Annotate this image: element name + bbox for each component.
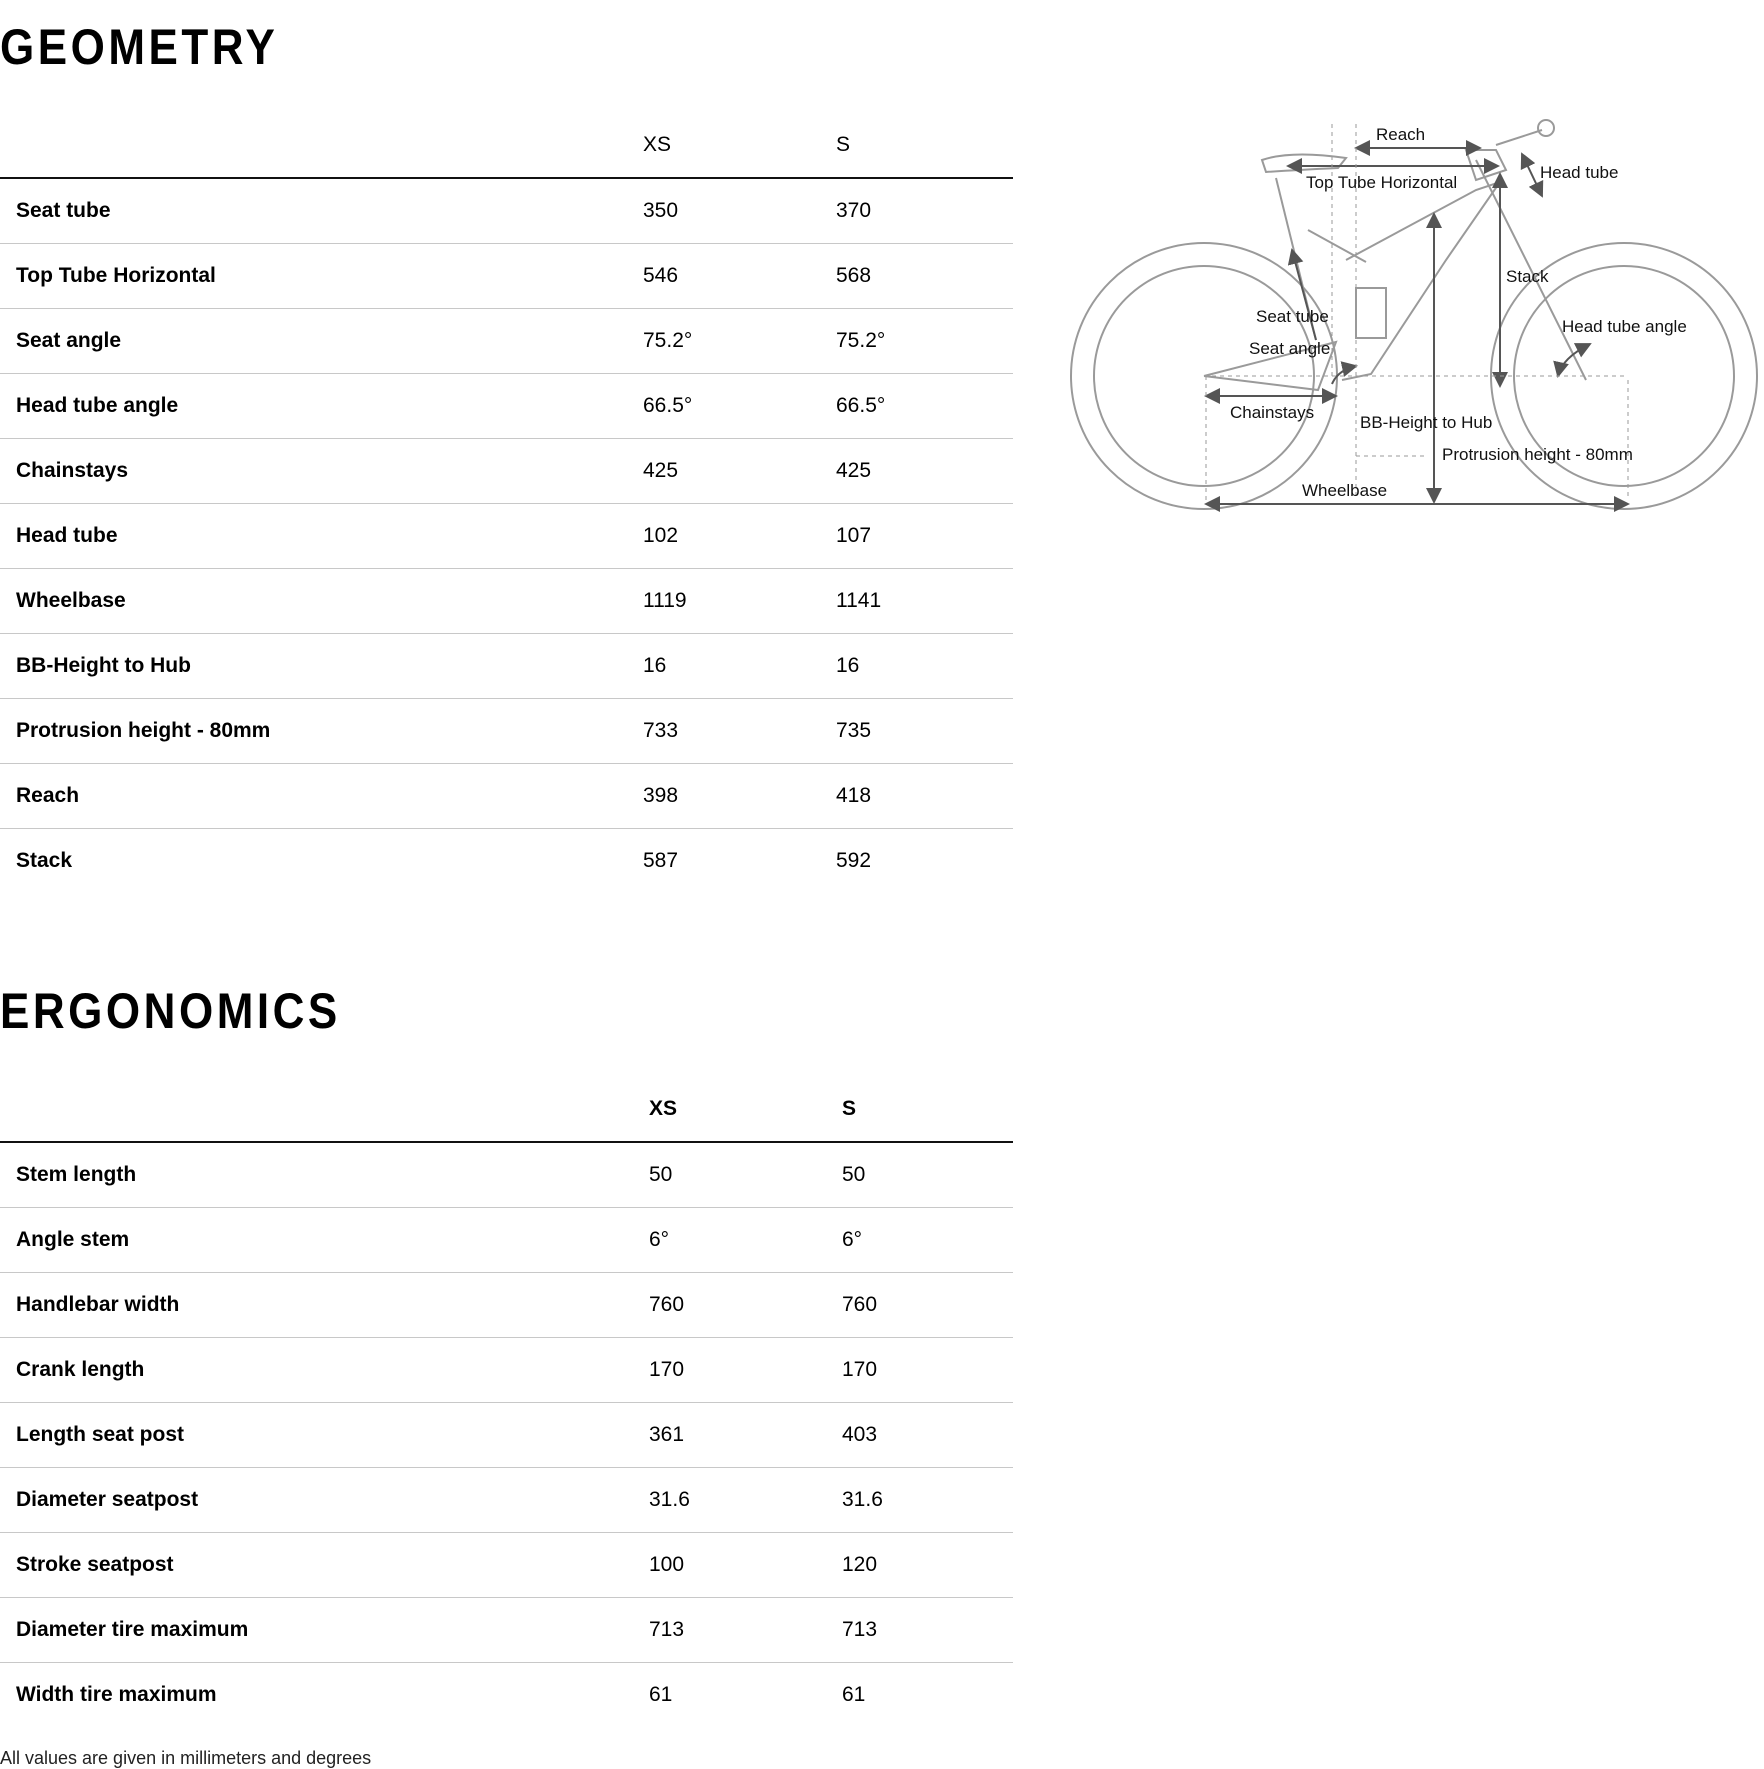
row-label: Handlebar width [0,1273,649,1338]
diagram-label-seat-angle: Seat angle [1249,339,1331,358]
table-row [0,1208,1013,1273]
value-s: 61 [842,1683,866,1706]
table-row [0,178,1013,244]
value-s: 50 [842,1142,1013,1208]
value-xs: 102 [643,504,836,569]
value-xs: 587 [643,849,679,872]
ergonomics-header-s: S [842,1077,1013,1142]
value-xs: 31.6 [649,1468,842,1533]
row-label: Seat angle [0,309,643,374]
table-row [0,764,1013,829]
diagram-label-head-tube: Head tube [1540,163,1619,182]
row-label: Reach [0,764,643,829]
value-s: 120 [842,1533,1013,1598]
value-xs: 350 [643,178,836,244]
table-row [0,699,1013,764]
table-row [0,439,1013,504]
value-s: 1141 [836,569,1013,634]
value-xs: 50 [649,1142,842,1208]
table-row [0,244,1013,309]
ergonomics-header-xs: XS [649,1077,842,1142]
value-xs: 6° [649,1208,842,1273]
value-s: 6° [842,1208,1013,1273]
value-s: 170 [842,1338,1013,1403]
table-row [0,634,1013,699]
value-s: 107 [836,504,1013,569]
value-xs: 66.5° [643,374,836,439]
diagram-label-stack: Stack [1506,267,1549,286]
diagram-label-protrusion: Protrusion height - 80mm [1442,445,1633,464]
row-label: Protrusion height - 80mm [0,699,643,764]
diagram-label-seat-tube: Seat tube [1256,307,1329,326]
table-row [0,829,1013,894]
value-s: 370 [836,178,1013,244]
value-xs: 425 [643,439,836,504]
footnote: All values are given in millimeters and degrees [0,1748,372,1768]
value-xs: 361 [649,1403,842,1468]
ergonomics-table [0,1077,1013,1727]
table-row [0,309,1013,374]
row-label: Angle stem [0,1208,649,1273]
row-label: Wheelbase [0,569,643,634]
value-s: 418 [836,764,1013,829]
value-s: 713 [842,1598,1013,1663]
row-label: Head tube angle [0,374,643,439]
table-row [0,1663,1013,1728]
ergonomics-title: ERGONOMICS [0,983,341,1039]
value-xs: 398 [643,764,836,829]
row-label: Seat tube [0,178,643,244]
bike-geometry-diagram [1066,110,1764,520]
value-s: 760 [842,1273,1013,1338]
value-s: 735 [836,699,1013,764]
row-label: Length seat post [0,1403,649,1468]
table-row [0,1403,1013,1468]
value-xs: 170 [649,1338,842,1403]
row-label: BB-Height to Hub [0,634,643,699]
row-label: Width tire maximum [16,1683,217,1706]
geometry-table [0,113,1013,893]
diagram-label-top-tube: Top Tube Horizontal [1306,173,1458,192]
geometry-header-xs: XS [643,113,836,178]
table-row [0,374,1013,439]
value-xs: 16 [643,634,836,699]
value-s: 31.6 [842,1468,1013,1533]
diagram-label-head-tube-angle: Head tube angle [1562,317,1687,336]
diagram-label-chainstays: Chainstays [1230,403,1315,422]
diagram-label-reach: Reach [1376,125,1426,144]
ergonomics-header-label [0,1077,649,1142]
row-label: Diameter seatpost [0,1468,649,1533]
row-label: Chainstays [0,439,643,504]
value-xs: 760 [649,1273,842,1338]
value-xs: 100 [649,1533,842,1598]
value-s: 425 [836,439,1013,504]
diagram-label-bb-height: BB-Height to Hub [1360,413,1493,432]
diagram-label-wheelbase: Wheelbase [1302,481,1388,500]
table-row [0,1273,1013,1338]
value-s: 75.2° [836,309,1013,374]
table-row [0,1338,1013,1403]
value-xs: 713 [649,1598,842,1663]
table-row [0,1533,1013,1598]
value-s: 66.5° [836,374,1013,439]
row-label: Diameter tire maximum [0,1598,649,1663]
table-row [0,504,1013,569]
value-xs: 61 [649,1683,673,1706]
row-label: Stroke seatpost [0,1533,649,1598]
geometry-header-row [0,113,1013,178]
ergonomics-header-row [0,1077,1013,1142]
geometry-title: GEOMETRY [0,19,279,75]
table-row [0,1598,1013,1663]
table-row [0,569,1013,634]
value-xs: 546 [643,244,836,309]
value-s: 16 [836,634,1013,699]
value-xs: 75.2° [643,309,836,374]
value-xs: 733 [643,699,836,764]
row-label: Stack [16,849,73,872]
geometry-header-label [0,113,643,178]
value-s: 403 [842,1403,1013,1468]
row-label: Stem length [0,1142,649,1208]
table-row [0,1468,1013,1533]
value-xs: 1119 [643,569,836,634]
row-label: Head tube [0,504,643,569]
value-s: 568 [836,244,1013,309]
table-row [0,1142,1013,1208]
row-label: Crank length [0,1338,649,1403]
geometry-header-s: S [836,113,1013,178]
row-label: Top Tube Horizontal [0,244,643,309]
value-s: 592 [836,849,872,872]
